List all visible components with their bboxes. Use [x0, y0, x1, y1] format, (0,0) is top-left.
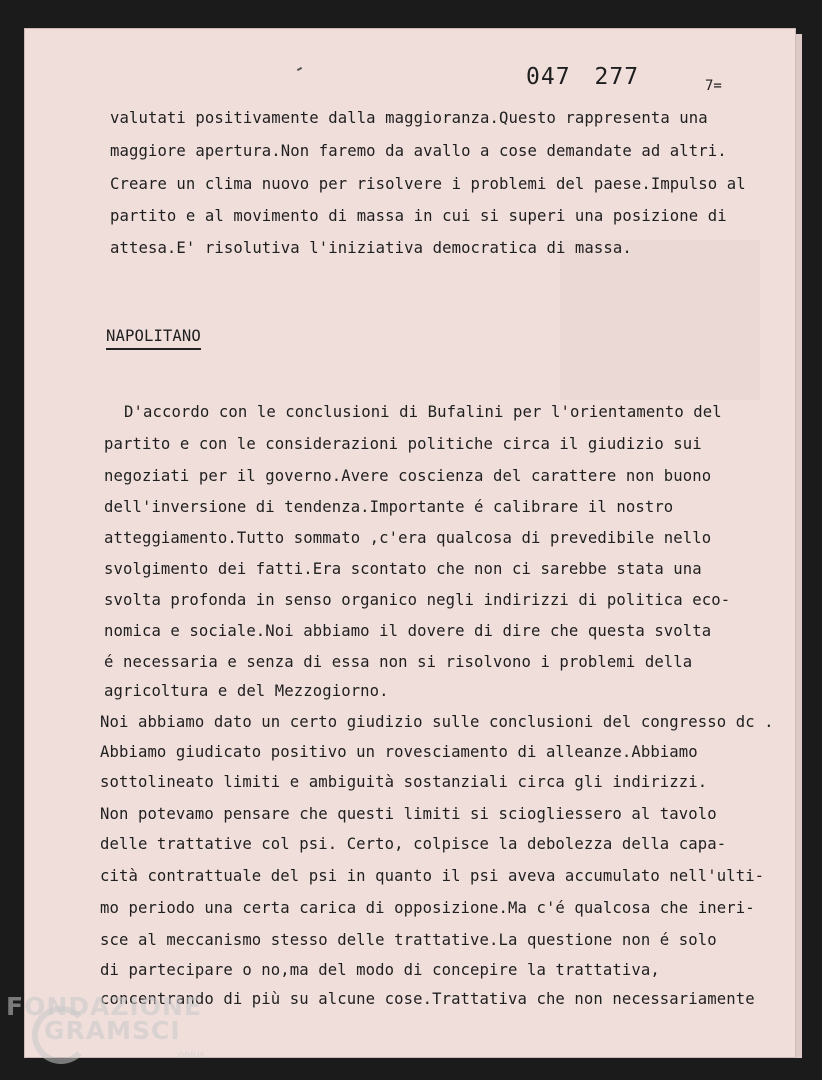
fondazione-gramsci-watermark: [6, 990, 216, 1074]
archive-number: [526, 64, 663, 90]
text-line: attesa.E' risolutiva l'iniziativa democratica di massa.: [110, 239, 632, 257]
text-line: nomica e sociale.Noi abbiamo il dovere di dire che questa svolta: [104, 622, 712, 640]
text-line: maggiore apertura.Non faremo da avallo a cose demandate ad altri.: [110, 142, 727, 160]
text-line: atteggiamento.Tutto sommato ,c'era qualcosa di prevedibile nello: [104, 529, 712, 547]
text-line: partito e con le considerazioni politiche circa il giudizio sui: [104, 435, 702, 453]
text-line: cità contrattuale del psi in quanto il psi aveva accumulato nell'ulti-: [100, 867, 765, 885]
text-line: mo periodo una certa carica di opposizione.Ma c'é qualcosa che ineri-: [100, 899, 755, 917]
text-line: di partecipare o no,ma del modo di concepire la trattativa,: [100, 961, 660, 979]
text-line: D'accordo con le conclusioni di Bufalini per l'orientamento del: [124, 403, 722, 421]
text-line: valutati positivamente dalla maggioranza.Questo rappresenta una: [110, 109, 708, 127]
text-line: delle trattative col psi. Certo, colpisce la debolezza della capa-: [100, 835, 727, 853]
watermark-sub: onlus: [178, 1050, 205, 1061]
text-line: Abbiamo giudicato positivo un rovesciamento di alleanze.Abbiamo: [100, 743, 698, 761]
speaker-heading: NAPOLITANO: [106, 327, 201, 350]
text-line: Creare un clima nuovo per risolvere i problemi del paese.Impulso al: [110, 175, 746, 193]
folio-number: 7=: [705, 78, 722, 94]
text-line: Non potevamo pensare che questi limiti si sciogliessero al tavolo: [100, 805, 717, 823]
text-line: sce al meccanismo stesso delle trattative.La questione non é solo: [100, 931, 717, 949]
archive-number-part-a: 047: [526, 64, 571, 90]
watermark-line-2: GRAMSCI: [44, 1016, 181, 1045]
text-line: agricoltura e del Mezzogiorno.: [104, 682, 389, 700]
text-line: é necessaria e senza di essa non si risolvono i problemi della: [104, 653, 693, 671]
text-line: negoziati per il governo.Avere coscienza del carattere non buono: [104, 467, 712, 485]
text-line: svolta profonda in senso organico negli indirizzi di politica eco-: [104, 591, 731, 609]
text-line: dell'inversione di tendenza.Importante é calibrare il nostro: [104, 498, 674, 516]
archive-number-part-b: 277: [594, 64, 640, 90]
watermark-line-1: FONDAZIONE: [6, 992, 203, 1021]
text-line: sottolineato limiti e ambiguità sostanziali circa gli indirizzi.: [100, 773, 708, 791]
text-line: partito e al movimento di massa in cui si superi una posizione di: [110, 207, 727, 225]
text-line: Noi abbiamo dato un certo giudizio sulle conclusioni del congresso dc .: [100, 713, 774, 731]
show-through-smudge: [560, 240, 760, 400]
text-line: concentrando di più su alcune cose.Trattativa che non necessariamente: [100, 990, 755, 1008]
text-line: svolgimento dei fatti.Era scontato che non ci sarebbe stata una: [104, 560, 702, 578]
